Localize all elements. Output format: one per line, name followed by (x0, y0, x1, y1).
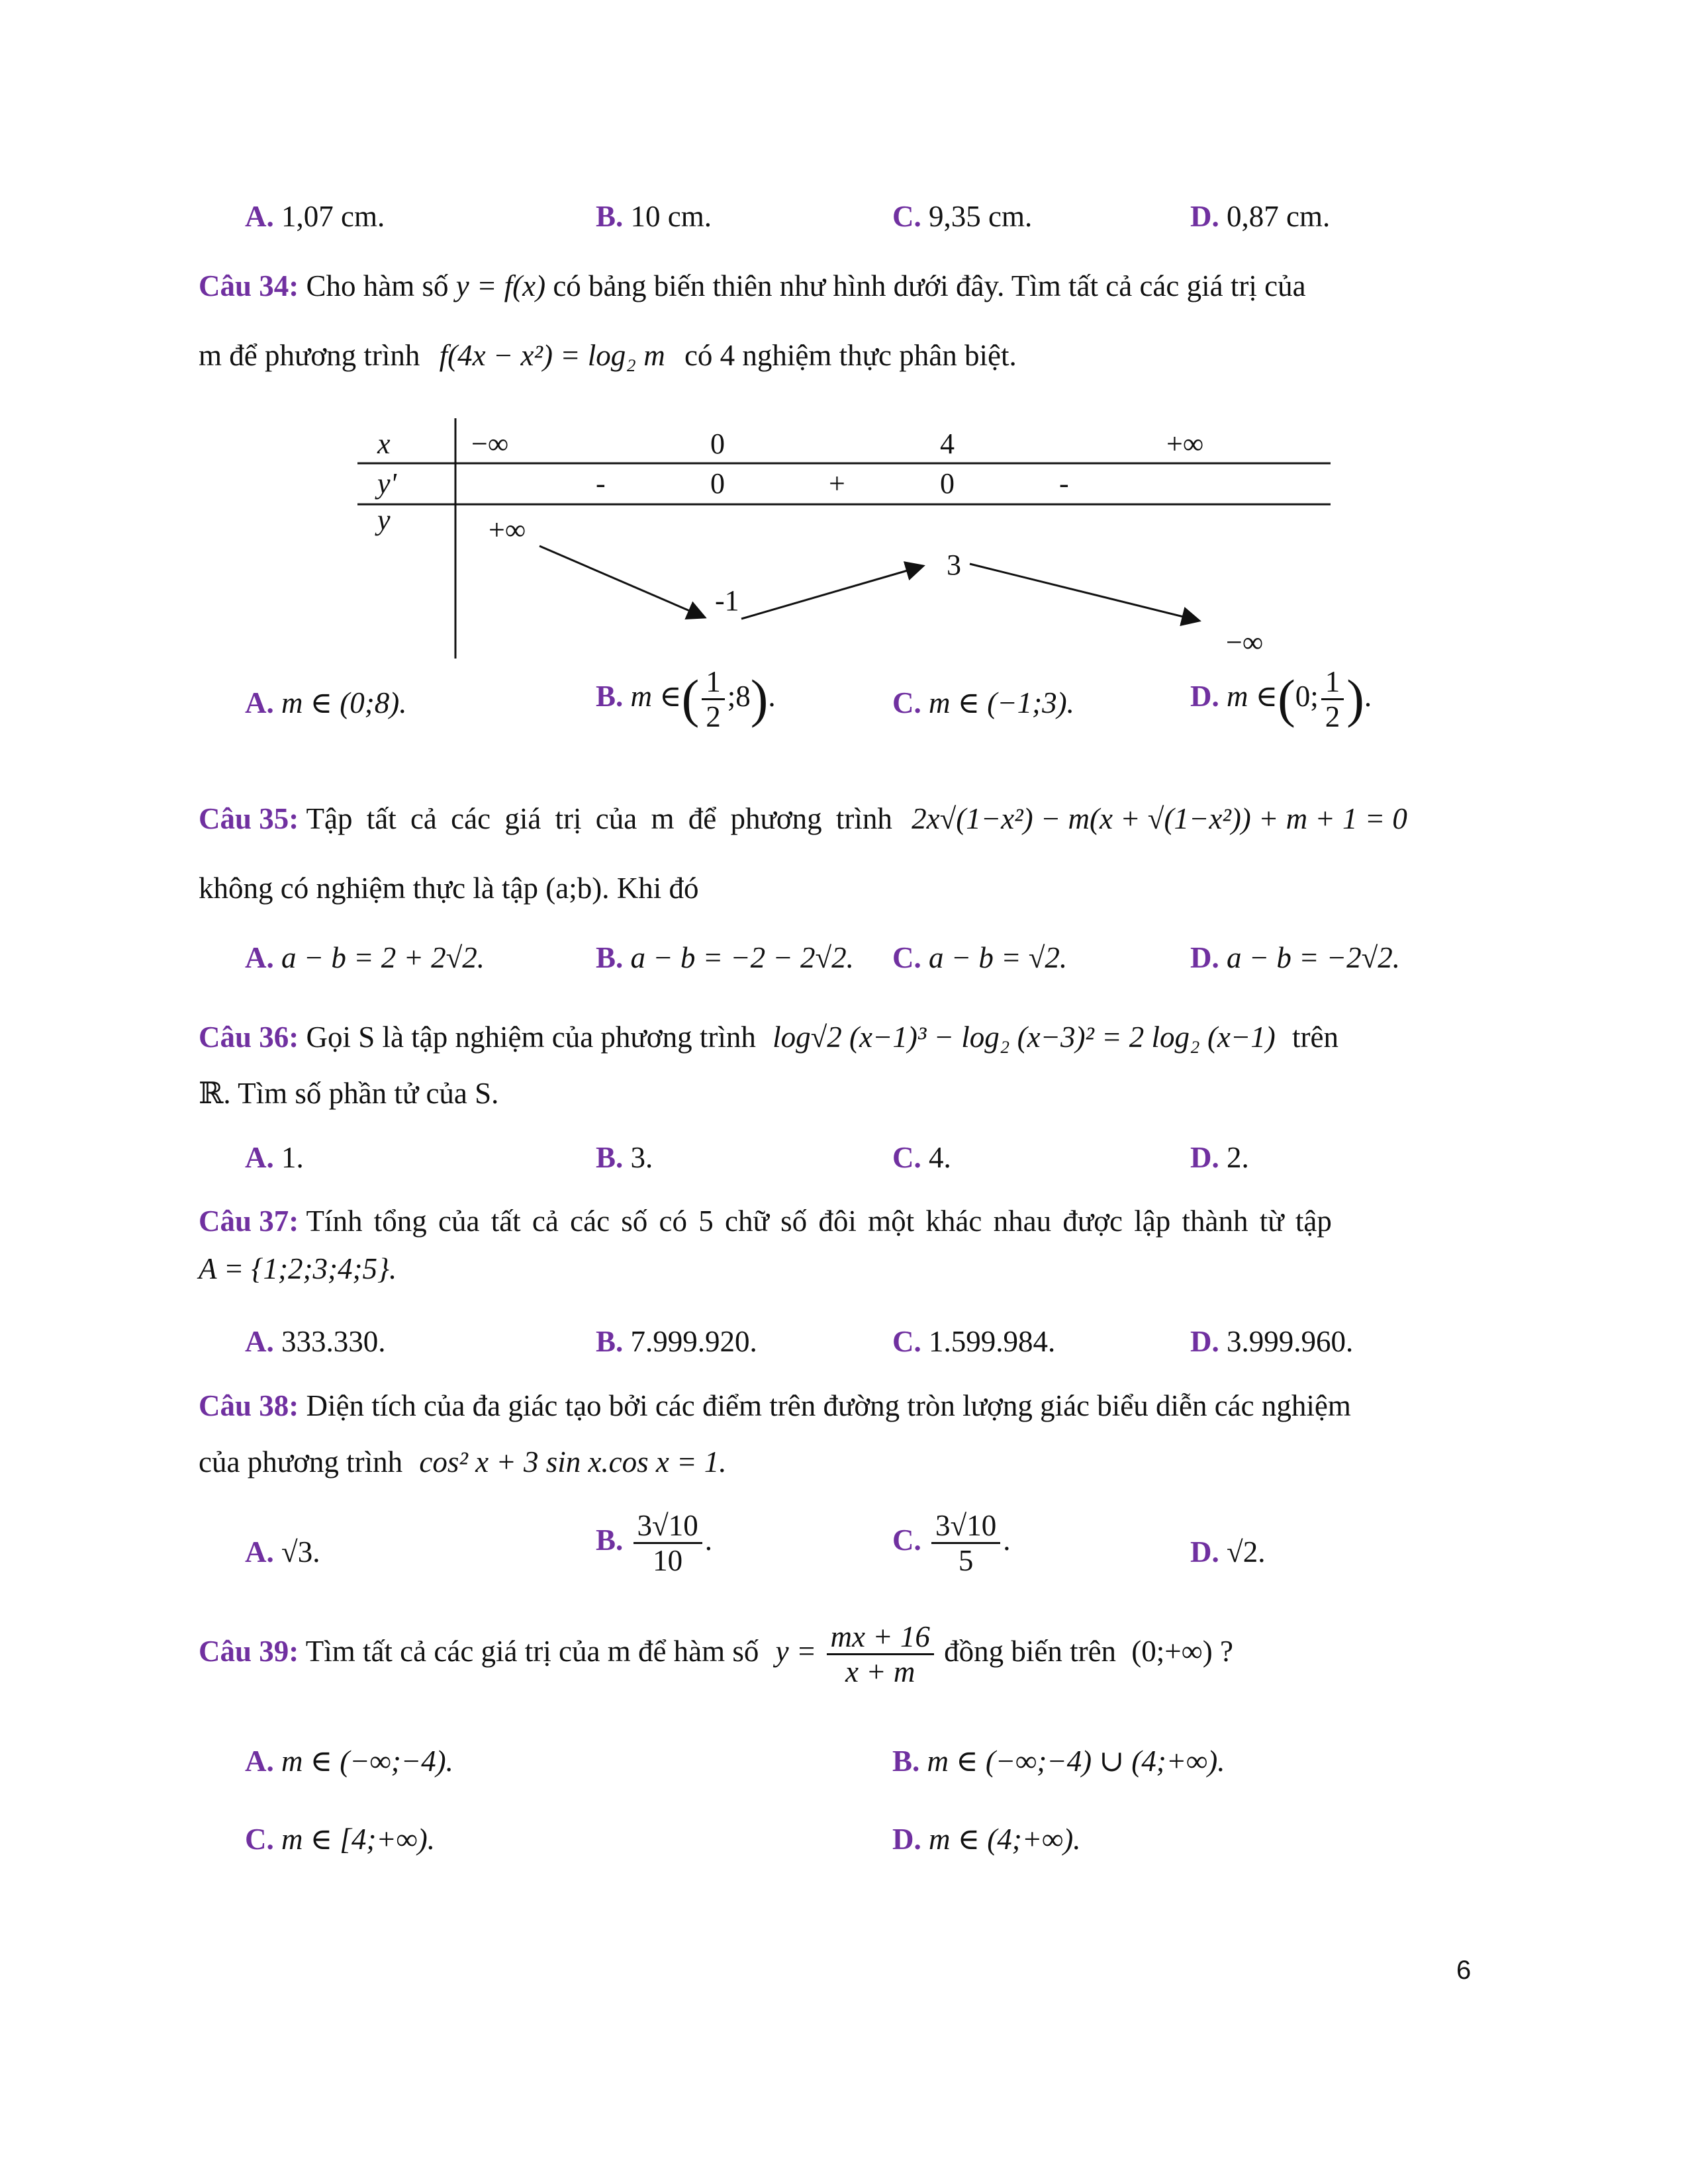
fraction (827, 1620, 934, 1688)
option-text: 10 cm. (630, 200, 712, 233)
question-35 (199, 801, 1483, 837)
numerator: 3√10 (931, 1509, 1000, 1544)
math-function: y = f(x) (455, 269, 546, 302)
question-text: m để phương trình (199, 339, 420, 372)
option-text: m ∈ (−∞;−4) ∪ (4;+∞). (927, 1745, 1225, 1778)
numerator: mx + 16 (827, 1620, 934, 1655)
option-text: m ∈ (−∞;−4). (281, 1745, 453, 1778)
option-label: B. (596, 200, 624, 233)
yp-sign: - (596, 467, 606, 500)
q35-option-b (596, 940, 854, 976)
q38-option-d (1190, 1534, 1265, 1570)
fraction (931, 1509, 1000, 1577)
q34-option-d: D. m ∈(0; $\frac{1}{2}$ ). (1190, 665, 1372, 733)
option-text: 0; (1295, 679, 1319, 713)
option-text: a − b = −2 − 2√2. (630, 941, 854, 974)
option-label: C. (892, 1325, 921, 1358)
option-label: D. (1190, 679, 1219, 713)
option-text: a − b = 2 + 2√2. (281, 941, 485, 974)
question-text: có bảng biến thiên như hình dưới đây. Tìm tất cả các giá trị của (553, 269, 1306, 302)
question-text: Gọi S là tập nghiệm của phương trình (306, 1021, 756, 1054)
option-text: m ∈ (−1;3). (929, 686, 1074, 719)
option-label: A. (245, 1141, 274, 1174)
option-label: C. (245, 1823, 274, 1856)
question-text: ℝ. Tìm số phần tử của S. (199, 1077, 499, 1110)
question-text: không có nghiệm thực là tập (a;b). Khi đó (199, 872, 699, 905)
option-label: A. (245, 1745, 274, 1778)
page-number: 6 (1456, 1956, 1472, 1985)
option-text: √3. (281, 1535, 320, 1569)
question-37 (199, 1203, 1483, 1239)
option-text: 1. (281, 1141, 304, 1174)
question-label: Câu 37: (199, 1205, 299, 1238)
q39-option-d (892, 1821, 1080, 1857)
question-label: Câu 38: (199, 1389, 299, 1422)
q38-option-c: C. $\frac{3√10}{5}$ . (892, 1509, 1011, 1577)
fraction (633, 1509, 702, 1577)
question-text: Tính tổng của tất cả các số có 5 chữ số đôi một khác nhau được lập thành từ tập (306, 1205, 1332, 1238)
denominator: 2 (1325, 700, 1340, 733)
option-label: A. (245, 1535, 274, 1569)
question-text: Cho hàm số (306, 269, 449, 302)
question-38-line2 (199, 1444, 1483, 1480)
option-text: 0,87 cm. (1227, 200, 1331, 233)
question-label: Câu 35: (199, 802, 299, 835)
math-equation: log√2 (x−1)³ − log₂ (x−3)² = 2 log₂ (x−1) (773, 1021, 1276, 1054)
paren: ) (750, 670, 769, 729)
option-text: 3. (630, 1141, 653, 1174)
option-label: C. (892, 1523, 921, 1557)
q37-option-a (245, 1324, 386, 1359)
option-label: D. (1190, 200, 1219, 233)
y-value: +∞ (489, 514, 526, 546)
option-label: D. (1190, 941, 1219, 974)
q38-option-a (245, 1534, 320, 1570)
question-35-line2 (199, 870, 1483, 906)
option-label: B. (892, 1745, 920, 1778)
yp-value: 0 (940, 467, 955, 500)
denominator: x + m (845, 1655, 915, 1688)
paren: ( (681, 670, 700, 729)
math-equation: cos² x + 3 sin x.cos x = 1. (419, 1445, 727, 1479)
q37-option-b (596, 1324, 757, 1359)
math-set: A = {1;2;3;4;5}. (199, 1252, 397, 1285)
q35-option-c (892, 940, 1067, 976)
q39-option-a (245, 1743, 453, 1779)
q34-option-b: B. m ∈( $\frac{1}{2}$ ;8). (596, 665, 776, 733)
question-text: trên (1292, 1021, 1338, 1054)
q37-option-d (1190, 1324, 1353, 1359)
yp-sign: - (1059, 467, 1069, 500)
option-text: m ∈ (4;+∞). (929, 1823, 1081, 1856)
math-interval: (0;+∞) ? (1131, 1634, 1233, 1668)
q36-option-a (245, 1140, 304, 1175)
yp-value: 0 (710, 467, 725, 500)
option-label: D. (1190, 1325, 1219, 1358)
question-36 (199, 1019, 1483, 1055)
q34-option-a (245, 685, 407, 721)
option-label: C. (892, 941, 921, 974)
option-label: B. (596, 941, 624, 974)
q35-option-a (245, 940, 485, 976)
option-text: 333.330. (281, 1325, 386, 1358)
math-equation: 2x√(1−x²) − m(x + √(1−x²)) + m + 1 = 0 (912, 802, 1407, 835)
option-text: 7.999.920. (630, 1325, 757, 1358)
question-text: Tìm tất cả các giá trị của m để hàm số (305, 1634, 759, 1668)
option-label: C. (892, 1141, 921, 1174)
option-text: m ∈ (630, 679, 682, 713)
math-equation: f(4x − x²) = log₂ m (439, 339, 665, 372)
option-label: B. (596, 1523, 624, 1557)
math-text: y = (775, 1634, 817, 1668)
question-37-line2 (199, 1251, 1483, 1287)
denominator: 10 (653, 1544, 683, 1577)
q36-option-c (892, 1140, 951, 1175)
denominator: 5 (958, 1544, 974, 1577)
question-label: Câu 36: (199, 1021, 299, 1054)
option-text: 4. (929, 1141, 951, 1174)
question-label: Câu 39: (199, 1634, 299, 1668)
q34-option-c (892, 685, 1074, 721)
q39-option-c (245, 1821, 435, 1857)
increasing-arrow (741, 566, 923, 619)
option-label: D. (1190, 1141, 1219, 1174)
paren: ) (1346, 670, 1364, 729)
option-text: ;8 (727, 679, 751, 713)
decreasing-arrow (970, 564, 1199, 621)
option-text: m ∈ (1227, 679, 1278, 713)
option-label: B. (596, 1325, 624, 1358)
question-text: Tập tất cả các giá trị của m để phương trình (306, 802, 892, 835)
option-text: 1.599.984. (929, 1325, 1056, 1358)
question-text: có 4 nghiệm thực phân biệt. (684, 339, 1017, 372)
numerator: 1 (702, 665, 725, 700)
question-text: Diện tích của đa giác tạo bởi các điểm trên đường tròn lượng giác biểu diễn các nghiệm (306, 1389, 1351, 1422)
paren: ( (1278, 670, 1295, 729)
denominator: 2 (706, 700, 721, 733)
option-text: a − b = √2. (929, 941, 1068, 974)
fraction (1321, 665, 1344, 733)
option-label: B. (596, 1141, 624, 1174)
option-label: B. (596, 679, 624, 713)
x-value: 4 (940, 428, 955, 460)
y-value: 3 (947, 549, 961, 581)
option-label: A. (245, 200, 274, 233)
q38-option-b: B. $\frac{3√10}{10}$ . (596, 1509, 712, 1577)
option-label: A. (245, 941, 274, 974)
option-text: m ∈ [4;+∞). (281, 1823, 435, 1856)
option-text: 3.999.960. (1227, 1325, 1354, 1358)
option-text: m ∈ (0;8). (281, 686, 407, 719)
q39-option-b (892, 1743, 1225, 1779)
x-value: −∞ (471, 428, 509, 460)
table-row-x-label: x (377, 428, 391, 460)
table-row-yp-label: y' (377, 467, 397, 500)
option-text: a − b = −2√2. (1227, 941, 1401, 974)
y-value: -1 (715, 584, 739, 617)
table-row-y-label: y (377, 504, 391, 536)
decreasing-arrow (539, 546, 705, 617)
question-label: Câu 34: (199, 269, 299, 302)
numerator: 3√10 (633, 1509, 702, 1544)
option-label: C. (892, 200, 921, 233)
numerator: 1 (1321, 665, 1344, 700)
option-label: D. (1190, 1535, 1219, 1569)
question-text: đồng biến trên (944, 1634, 1117, 1668)
fraction (702, 665, 725, 733)
question-39 (199, 1620, 1483, 1688)
question-38 (199, 1388, 1483, 1424)
q37-option-c (892, 1324, 1055, 1359)
option-text: 9,35 cm. (929, 200, 1033, 233)
option-label: C. (892, 686, 921, 719)
yp-sign: + (829, 467, 845, 500)
question-36-line2 (199, 1075, 1483, 1111)
y-value: −∞ (1226, 626, 1264, 659)
q35-option-d (1190, 940, 1400, 976)
option-text: 1,07 cm. (281, 200, 385, 233)
q36-option-b (596, 1140, 653, 1175)
q36-option-d (1190, 1140, 1249, 1175)
option-label: A. (245, 686, 274, 719)
option-text: √2. (1227, 1535, 1266, 1569)
question-text: của phương trình (199, 1445, 403, 1479)
option-text: 2. (1227, 1141, 1249, 1174)
option-label: A. (245, 1325, 274, 1358)
option-label: D. (892, 1823, 921, 1856)
x-value: 0 (710, 428, 725, 460)
x-value: +∞ (1166, 428, 1204, 460)
